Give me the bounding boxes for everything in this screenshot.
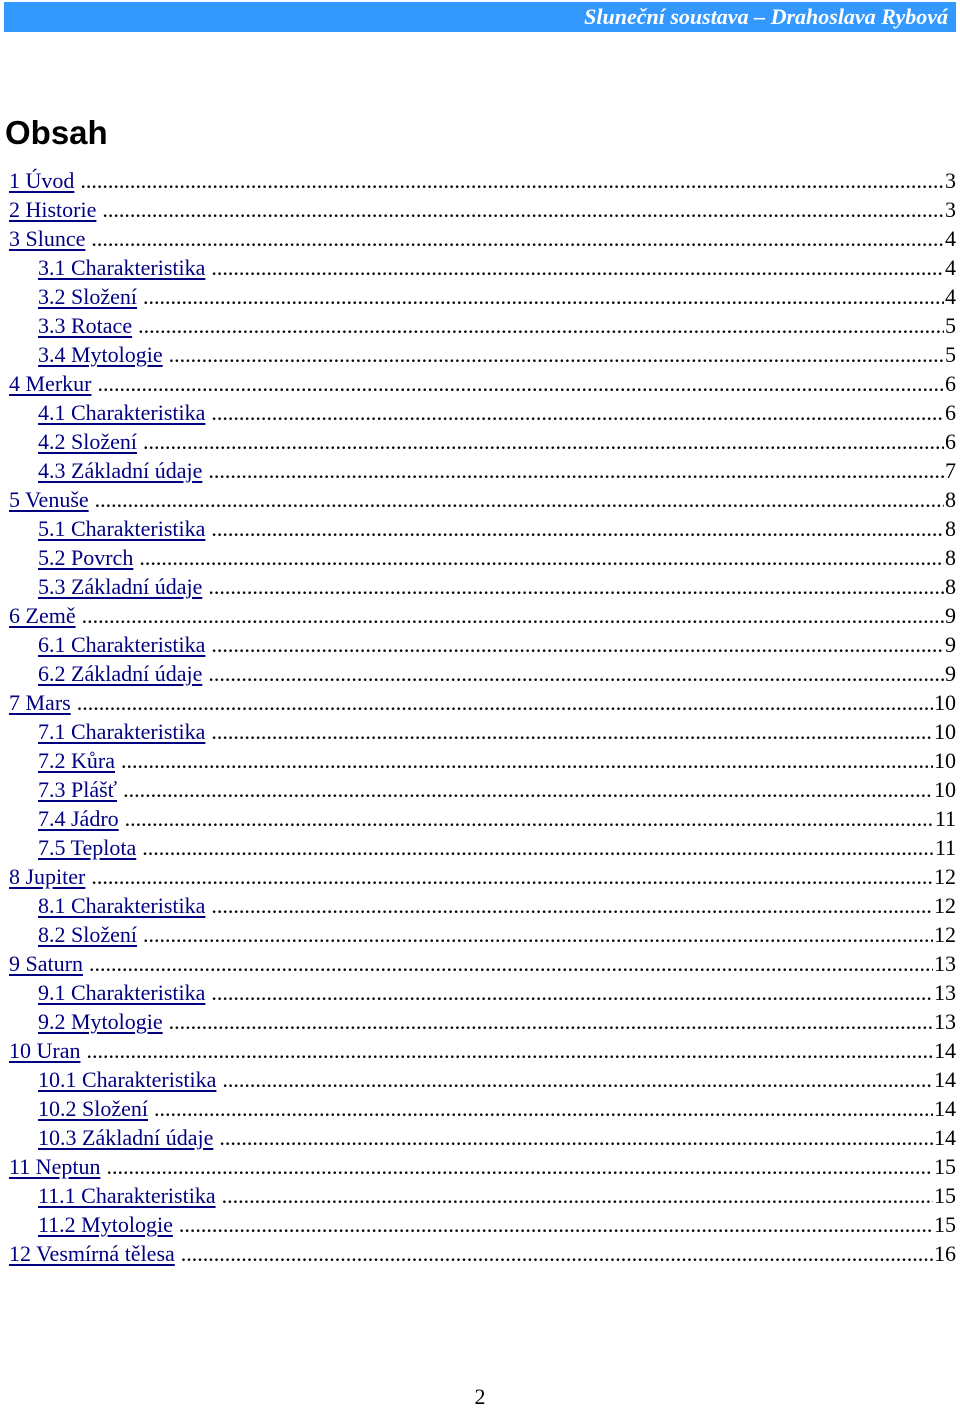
toc-entry <box>4 1210 956 1239</box>
toc-dot-leader <box>139 543 944 572</box>
toc-dot-leader <box>77 688 933 717</box>
toc-entry <box>4 398 956 427</box>
toc-entry-page-number: 6 <box>945 400 956 425</box>
toc-entry-link[interactable]: 4.1 Charakteristika <box>38 400 206 425</box>
toc-entry-link[interactable]: 4.3 Základní údaje <box>38 458 203 483</box>
toc-entry <box>4 949 956 978</box>
toc-entry-link[interactable]: 4.2 Složení <box>38 429 137 454</box>
toc-entry <box>4 775 956 804</box>
toc-entry-page-number: 11 <box>934 835 956 860</box>
toc-dot-leader <box>106 1152 933 1181</box>
toc-entry <box>4 1152 956 1181</box>
toc-entry <box>4 1007 956 1036</box>
toc-entry <box>4 572 956 601</box>
toc-dot-leader <box>211 398 944 427</box>
toc-entry-page-number: 10 <box>934 748 956 773</box>
toc-entry-page-number: 15 <box>934 1183 956 1208</box>
toc-dot-leader <box>97 369 944 398</box>
toc-entry-page-number: 13 <box>934 951 956 976</box>
toc-dot-leader <box>142 833 934 862</box>
toc-entry-page-number: 14 <box>934 1125 956 1150</box>
toc-entry-link[interactable]: 3.4 Mytologie <box>38 342 163 367</box>
table-of-contents <box>4 166 956 1268</box>
toc-heading: Obsah <box>5 114 108 151</box>
toc-entry <box>4 920 956 949</box>
toc-entry-page-number: 9 <box>945 603 956 628</box>
toc-entry <box>4 456 956 485</box>
toc-entry-page-number: 3 <box>945 168 956 193</box>
toc-entry-link[interactable]: 10.1 Charakteristika <box>38 1067 217 1092</box>
toc-entry-page-number: 10 <box>934 719 956 744</box>
toc-entry-page-number: 16 <box>934 1241 956 1266</box>
toc-entry-page-number: 4 <box>945 255 956 280</box>
toc-dot-leader <box>154 1094 933 1123</box>
toc-entry-link[interactable]: 6 Země <box>9 603 76 628</box>
toc-entry-page-number: 7 <box>945 458 956 483</box>
toc-entry-link[interactable]: 2 Historie <box>9 197 97 222</box>
toc-dot-leader <box>91 862 933 891</box>
toc-entry-link[interactable]: 1 Úvod <box>9 168 75 193</box>
toc-entry <box>4 804 956 833</box>
toc-dot-leader <box>211 630 944 659</box>
toc-dot-leader <box>219 1123 933 1152</box>
toc-entry-page-number: 11 <box>934 806 956 831</box>
toc-entry-link[interactable]: 10.3 Základní údaje <box>38 1125 214 1150</box>
toc-entry-page-number: 10 <box>934 690 956 715</box>
toc-entry-link[interactable]: 3.2 Složení <box>38 284 137 309</box>
header-bar <box>4 2 956 32</box>
toc-entry <box>4 1123 956 1152</box>
toc-entry-link[interactable]: 3 Slunce <box>9 226 86 251</box>
toc-entry <box>4 224 956 253</box>
toc-entry-page-number: 9 <box>945 661 956 686</box>
toc-dot-leader <box>89 949 933 978</box>
document-header-title: Sluneční soustava – Drahoslava Rybová <box>584 4 948 29</box>
toc-entry <box>4 166 956 195</box>
toc-entry <box>4 514 956 543</box>
toc-entry <box>4 659 956 688</box>
toc-dot-leader <box>125 804 934 833</box>
toc-entry-page-number: 15 <box>934 1212 956 1237</box>
toc-dot-leader <box>102 195 944 224</box>
toc-entry <box>4 1094 956 1123</box>
toc-dot-leader <box>211 514 944 543</box>
toc-entry-link[interactable]: 11 Neptun <box>9 1154 101 1179</box>
toc-entry-page-number: 14 <box>934 1096 956 1121</box>
toc-dot-leader <box>211 978 933 1007</box>
toc-entry <box>4 862 956 891</box>
toc-entry <box>4 746 956 775</box>
toc-entry-page-number: 12 <box>934 893 956 918</box>
toc-entry-page-number: 8 <box>945 574 956 599</box>
toc-dot-leader <box>208 456 944 485</box>
toc-entry-page-number: 14 <box>934 1038 956 1063</box>
toc-entry <box>4 891 956 920</box>
toc-dot-leader <box>121 746 933 775</box>
toc-dot-leader <box>181 1239 933 1268</box>
toc-entry <box>4 195 956 224</box>
toc-entry <box>4 253 956 282</box>
toc-entry-link[interactable]: 11.2 Mytologie <box>38 1212 173 1237</box>
toc-dot-leader <box>208 659 944 688</box>
toc-entry-link[interactable]: 6.1 Charakteristika <box>38 632 206 657</box>
toc-entry <box>4 1065 956 1094</box>
toc-entry <box>4 978 956 1007</box>
toc-dot-leader <box>208 572 944 601</box>
toc-dot-leader <box>222 1065 933 1094</box>
toc-entry-link[interactable]: 9.1 Charakteristika <box>38 980 206 1005</box>
toc-entry-page-number: 5 <box>945 313 956 338</box>
toc-entry-link[interactable]: 10 Uran <box>9 1038 81 1063</box>
toc-dot-leader <box>169 340 944 369</box>
toc-entry-link[interactable]: 7.4 Jádro <box>38 806 119 831</box>
toc-entry-page-number: 9 <box>945 632 956 657</box>
toc-entry-link[interactable]: 9 Saturn <box>9 951 83 976</box>
toc-dot-leader <box>222 1181 933 1210</box>
toc-entry-page-number: 12 <box>934 864 956 889</box>
toc-entry <box>4 601 956 630</box>
toc-entry-page-number: 8 <box>945 516 956 541</box>
toc-entry-page-number: 12 <box>934 922 956 947</box>
toc-entry-link[interactable]: 3.3 Rotace <box>38 313 133 338</box>
toc-entry <box>4 833 956 862</box>
toc-dot-leader <box>86 1036 933 1065</box>
toc-entry <box>4 543 956 572</box>
toc-entry-link[interactable]: 7.5 Teplota <box>38 835 137 860</box>
toc-entry-page-number: 6 <box>945 371 956 396</box>
toc-entry-link[interactable]: 12 Vesmírná tělesa <box>9 1241 175 1266</box>
toc-entry <box>4 1181 956 1210</box>
toc-entry-link[interactable]: 8.1 Charakteristika <box>38 893 206 918</box>
toc-dot-leader <box>211 891 933 920</box>
toc-dot-leader <box>211 717 933 746</box>
toc-dot-leader <box>82 601 944 630</box>
toc-dot-leader <box>123 775 933 804</box>
toc-entry-link[interactable]: 6.2 Základní údaje <box>38 661 203 686</box>
toc-entry-page-number: 10 <box>934 777 956 802</box>
toc-entry-page-number: 13 <box>934 1009 956 1034</box>
toc-entry-link[interactable]: 9.2 Mytologie <box>38 1009 163 1034</box>
toc-entry-link[interactable]: 7.2 Kůra <box>38 748 115 773</box>
toc-entry <box>4 717 956 746</box>
toc-entry-link[interactable]: 7 Mars <box>9 690 71 715</box>
toc-dot-leader <box>80 166 944 195</box>
toc-entry-page-number: 14 <box>934 1067 956 1092</box>
toc-entry-link[interactable]: 8 Jupiter <box>9 864 86 889</box>
toc-entry-link[interactable]: 4 Merkur <box>9 371 92 396</box>
toc-dot-leader <box>179 1210 933 1239</box>
toc-entry <box>4 369 956 398</box>
toc-entry-page-number: 3 <box>945 197 956 222</box>
toc-entry-page-number: 5 <box>945 342 956 367</box>
toc-entry-page-number: 8 <box>945 545 956 570</box>
toc-entry <box>4 282 956 311</box>
toc-entry <box>4 340 956 369</box>
toc-entry-link[interactable]: 8.2 Složení <box>38 922 137 947</box>
toc-entry-link[interactable]: 7.3 Plášť <box>38 777 118 802</box>
toc-entry-link[interactable]: 7.1 Charakteristika <box>38 719 206 744</box>
toc-dot-leader <box>211 253 944 282</box>
toc-entry-link[interactable]: 5.3 Základní údaje <box>38 574 203 599</box>
toc-entry-page-number: 8 <box>945 487 956 512</box>
toc-entry-page-number: 13 <box>934 980 956 1005</box>
toc-dot-leader <box>143 427 944 456</box>
toc-entry-link[interactable]: 5.2 Povrch <box>38 545 134 570</box>
toc-dot-leader <box>91 224 944 253</box>
toc-dot-leader <box>143 282 944 311</box>
toc-entry <box>4 688 956 717</box>
toc-entry <box>4 1239 956 1268</box>
toc-entry <box>4 311 956 340</box>
toc-dot-leader <box>138 311 944 340</box>
toc-entry-page-number: 4 <box>945 284 956 309</box>
toc-entry-link[interactable]: 3.1 Charakteristika <box>38 255 206 280</box>
toc-entry <box>4 630 956 659</box>
toc-dot-leader <box>143 920 933 949</box>
toc-entry <box>4 485 956 514</box>
toc-entry-link[interactable]: 5 Venuše <box>9 487 89 512</box>
toc-entry-page-number: 15 <box>934 1154 956 1179</box>
toc-entry-page-number: 4 <box>945 226 956 251</box>
page-number: 2 <box>474 1384 486 1409</box>
toc-entry <box>4 427 956 456</box>
toc-entry-link[interactable]: 10.2 Složení <box>38 1096 148 1121</box>
toc-entry-page-number: 6 <box>945 429 956 454</box>
toc-entry-link[interactable]: 11.1 Charakteristika <box>38 1183 216 1208</box>
toc-entry <box>4 1036 956 1065</box>
toc-dot-leader <box>95 485 944 514</box>
toc-dot-leader <box>169 1007 933 1036</box>
toc-entry-link[interactable]: 5.1 Charakteristika <box>38 516 206 541</box>
